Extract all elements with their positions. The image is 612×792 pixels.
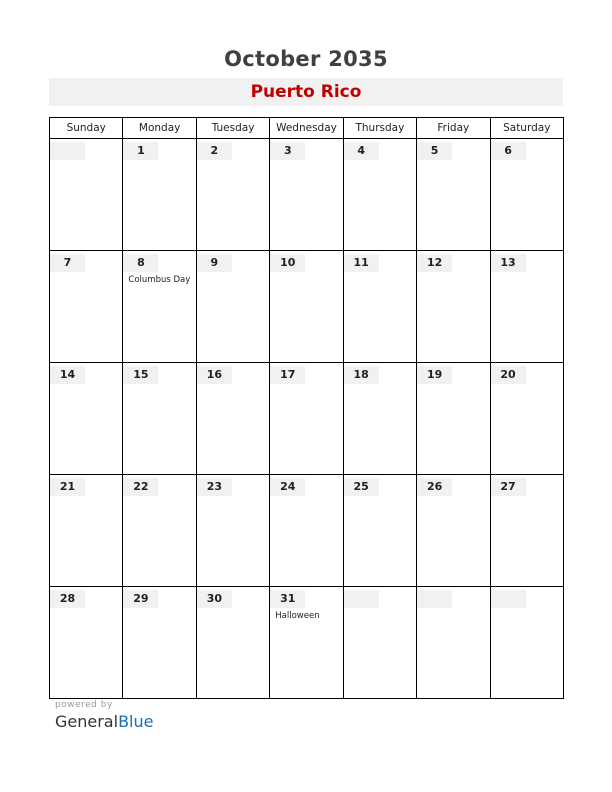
day-number: 6 (491, 142, 526, 160)
holiday-label: Halloween (275, 611, 320, 621)
empty-day-cell (50, 139, 123, 251)
day-cell-29 (123, 587, 196, 699)
empty-day-number (344, 590, 379, 608)
day-number: 28 (50, 590, 85, 608)
day-cell-3 (270, 139, 343, 251)
week-row (50, 251, 564, 363)
footer (55, 700, 153, 731)
weekday-header-friday: Friday (417, 118, 490, 139)
day-number: 5 (417, 142, 452, 160)
generalblue-logo[interactable] (55, 712, 153, 731)
day-number: 25 (344, 478, 379, 496)
day-cell-15 (123, 363, 196, 475)
day-number: 4 (344, 142, 379, 160)
day-cell-30 (196, 587, 269, 699)
day-cell-8 (123, 251, 196, 363)
weekday-header-thursday: Thursday (343, 118, 416, 139)
day-cell-23 (196, 475, 269, 587)
weekday-header-monday: Monday (123, 118, 196, 139)
day-number: 20 (491, 366, 526, 384)
day-number: 7 (50, 254, 85, 272)
week-row (50, 475, 564, 587)
day-number: 18 (344, 366, 379, 384)
day-number: 23 (197, 478, 232, 496)
weekday-header-row (50, 118, 564, 139)
day-cell-6 (490, 139, 563, 251)
day-number: 22 (123, 478, 158, 496)
day-cell-25 (343, 475, 416, 587)
day-cell-27 (490, 475, 563, 587)
day-cell-11 (343, 251, 416, 363)
empty-day-number (491, 590, 526, 608)
day-number: 30 (197, 590, 232, 608)
day-number: 31 (270, 590, 305, 608)
day-cell-10 (270, 251, 343, 363)
day-cell-4 (343, 139, 416, 251)
calendar-title: October 2035 (224, 47, 388, 71)
day-cell-28 (50, 587, 123, 699)
day-number: 1 (123, 142, 158, 160)
day-number: 8 (123, 254, 158, 272)
day-number: 27 (491, 478, 526, 496)
day-cell-13 (490, 251, 563, 363)
day-cell-12 (417, 251, 490, 363)
day-cell-2 (196, 139, 269, 251)
country-banner (49, 78, 563, 106)
day-cell-26 (417, 475, 490, 587)
week-row (50, 363, 564, 475)
brand-blue: Blue (118, 712, 154, 731)
day-number: 3 (270, 142, 305, 160)
day-cell-5 (417, 139, 490, 251)
day-number: 17 (270, 366, 305, 384)
day-number: 13 (491, 254, 526, 272)
day-cell-17 (270, 363, 343, 475)
day-number: 11 (344, 254, 379, 272)
weekday-header-sunday: Sunday (50, 118, 123, 139)
day-number: 12 (417, 254, 452, 272)
empty-day-cell (417, 587, 490, 699)
day-number: 16 (197, 366, 232, 384)
day-cell-24 (270, 475, 343, 587)
country-name: Puerto Rico (250, 82, 362, 102)
empty-day-number (50, 142, 85, 160)
day-number: 14 (50, 366, 85, 384)
empty-day-cell (343, 587, 416, 699)
weekday-header-wednesday: Wednesday (270, 118, 343, 139)
day-number: 10 (270, 254, 305, 272)
day-cell-21 (50, 475, 123, 587)
empty-day-cell (490, 587, 563, 699)
day-cell-22 (123, 475, 196, 587)
day-cell-19 (417, 363, 490, 475)
day-cell-16 (196, 363, 269, 475)
weekday-header-tuesday: Tuesday (196, 118, 269, 139)
weekday-header-saturday: Saturday (490, 118, 563, 139)
day-cell-31 (270, 587, 343, 699)
day-number: 2 (197, 142, 232, 160)
day-cell-1 (123, 139, 196, 251)
week-row (50, 587, 564, 699)
holiday-label: Columbus Day (128, 275, 191, 285)
day-cell-7 (50, 251, 123, 363)
day-number: 15 (123, 366, 158, 384)
day-number: 9 (197, 254, 232, 272)
day-number: 29 (123, 590, 158, 608)
week-row (50, 139, 564, 251)
empty-day-number (417, 590, 452, 608)
brand-general: General (55, 712, 119, 731)
day-number: 24 (270, 478, 305, 496)
day-cell-20 (490, 363, 563, 475)
day-cell-14 (50, 363, 123, 475)
day-number: 21 (50, 478, 85, 496)
day-number: 19 (417, 366, 452, 384)
day-cell-9 (196, 251, 269, 363)
powered-by-text: powered by (55, 700, 113, 710)
day-cell-18 (343, 363, 416, 475)
day-number: 26 (417, 478, 452, 496)
calendar-grid (49, 117, 564, 699)
